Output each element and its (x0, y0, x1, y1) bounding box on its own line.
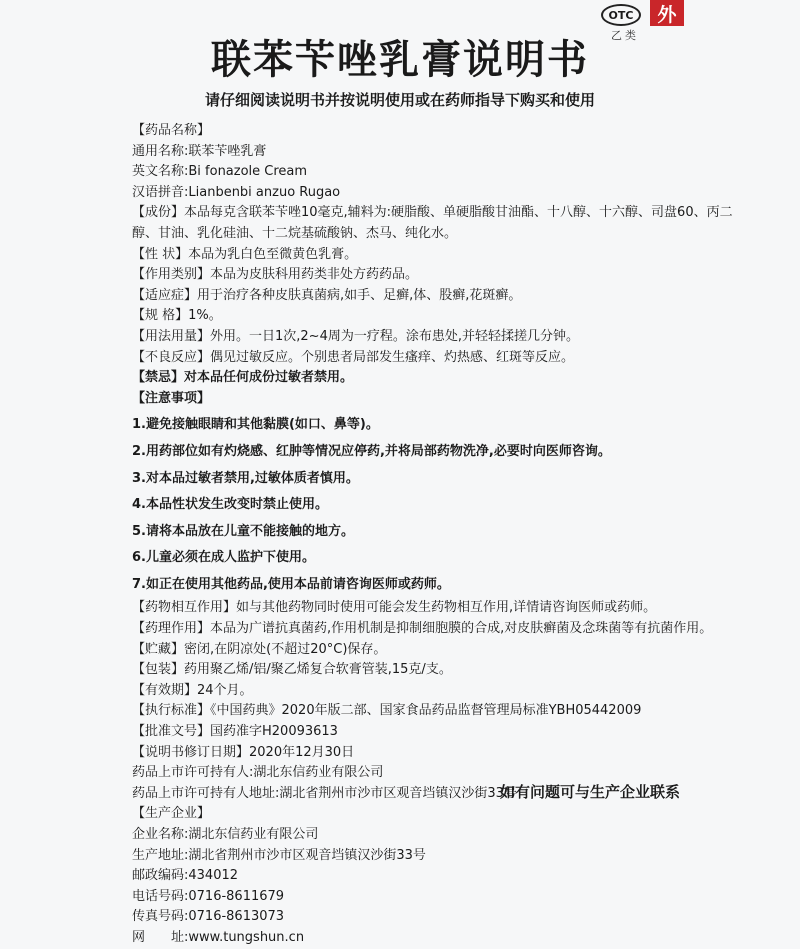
contact-note: 如有问题可与生产企业联系 (499, 783, 680, 801)
otc-class-label: 乙类 (611, 29, 639, 42)
company-name-line: 企业名称:湖北东信药业有限公司 (132, 827, 319, 842)
mah-address-line: 药品上市许可持有人地址:湖北省荆州市沙市区观音垱镇汉沙街33号 (132, 785, 517, 801)
specification-line: 【规 格】1%。 (132, 308, 222, 324)
pharmacology-line: 【药理作用】本品为广谱抗真菌药,作用机制是抑制细胞膜的合成,对皮肤癣菌及念珠菌等有抗菌作用。 (132, 621, 713, 637)
contraindications-line: 【禁忌】对本品任何成份过敏者禁用。 (132, 370, 354, 386)
precaution-item: 6.儿童必须在成人监护下使用。 (132, 550, 315, 566)
production-address-line: 生产地址:湖北省荆州市沙市区观音垱镇汉沙街33号 (132, 847, 426, 863)
approval-number-line: 【批准文号】国药准字H20093613 (132, 724, 338, 740)
generic-name-line: 通用名称:联苯苄唑乳膏 (132, 143, 267, 159)
standard-line: 【执行标准】《中国药典》2020年版二部、国家食品药品监督管理局标准YBH05442009 (132, 703, 642, 719)
packaging-line: 【包装】药用聚乙烯/铝/聚乙烯复合软膏管装,15克/支。 (132, 662, 452, 678)
external-use-badge: 外 (650, 0, 684, 26)
pinyin-line: 汉语拼音:Lianbenbi anzuo Rugao (132, 184, 341, 200)
ingredients-line: 【成份】本品每克含联苯苄唑10毫克,辅料为:硬脂酸、单硬脂酸甘油酯、十八醇、十六醇、司盘60、丙二 (132, 205, 733, 221)
storage-line: 【贮藏】密闭,在阴凉处(不超过20°C)保存。 (132, 641, 387, 657)
postal-code-line: 邮政编码:434012 (132, 868, 239, 884)
document-title: 联苯苄唑乳膏说明书 (211, 37, 589, 83)
shelf-life-line: 【有效期】24个月。 (132, 682, 253, 698)
document-subtitle: 请仔细阅读说明书并按说明使用或在药师指导下购买和使用 (204, 91, 595, 109)
precaution-item: 5.请将本品放在儿童不能接触的地方。 (132, 523, 354, 539)
adverse-reactions-line: 【不良反应】偶见过敏反应。个别患者局部发生瘙痒、灼热感、红斑等反应。 (132, 349, 575, 365)
interactions-line: 【药物相互作用】如与其他药物同时使用可能会发生药物相互作用,详情请咨询医师或药师。 (132, 600, 657, 616)
indications-line: 【适应症】用于治疗各种皮肤真菌病,如手、足癣,体、股癣,花斑癣。 (132, 287, 522, 303)
leaflet-body (132, 121, 733, 949)
appearance-line: 【性 状】本品为乳白色至微黄色乳膏。 (132, 246, 358, 262)
section-manufacturer: 【生产企业】 (132, 806, 211, 822)
fax-line: 传真号码:0716-8613073 (132, 909, 285, 925)
precaution-item: 7.如正在使用其他药品,使用本品前请咨询医师或药师。 (132, 576, 450, 592)
category-line: 【作用类别】本品为皮肤科用药类非处方药药品。 (132, 267, 419, 283)
precaution-item: 1.避免接触眼睛和其他黏膜(如口、鼻等)。 (132, 417, 379, 433)
ingredients-line-cont: 醇、甘油、乳化硅油、十二烷基硫酸钠、杰马、纯化水。 (132, 225, 458, 241)
otc-badge: OTC (601, 4, 641, 26)
section-precautions: 【注意事项】 (132, 390, 211, 406)
mah-line: 药品上市许可持有人:湖北东信药业有限公司 (132, 765, 384, 781)
website-line: 网 址:www.tungshun.cn (132, 929, 305, 945)
section-drug-name: 【药品名称】 (132, 123, 211, 138)
precaution-item: 3.对本品过敏者禁用,过敏体质者慎用。 (132, 470, 359, 486)
precaution-item: 2.用药部位如有灼烧感、红肿等情况应停药,并将局部药物洗净,必要时向医师咨询。 (132, 443, 611, 459)
phone-line: 电话号码:0716-8611679 (132, 888, 285, 904)
dosage-line: 【用法用量】外用。一日1次,2~4周为一疗程。涂布患处,并轻轻揉搓几分钟。 (132, 328, 579, 344)
revision-date-line: 【说明书修订日期】2020年12月30日 (132, 744, 355, 760)
english-name-line: 英文名称:Bi fonazole Cream (132, 164, 308, 180)
precaution-item: 4.本品性状发生改变时禁止使用。 (132, 497, 328, 513)
